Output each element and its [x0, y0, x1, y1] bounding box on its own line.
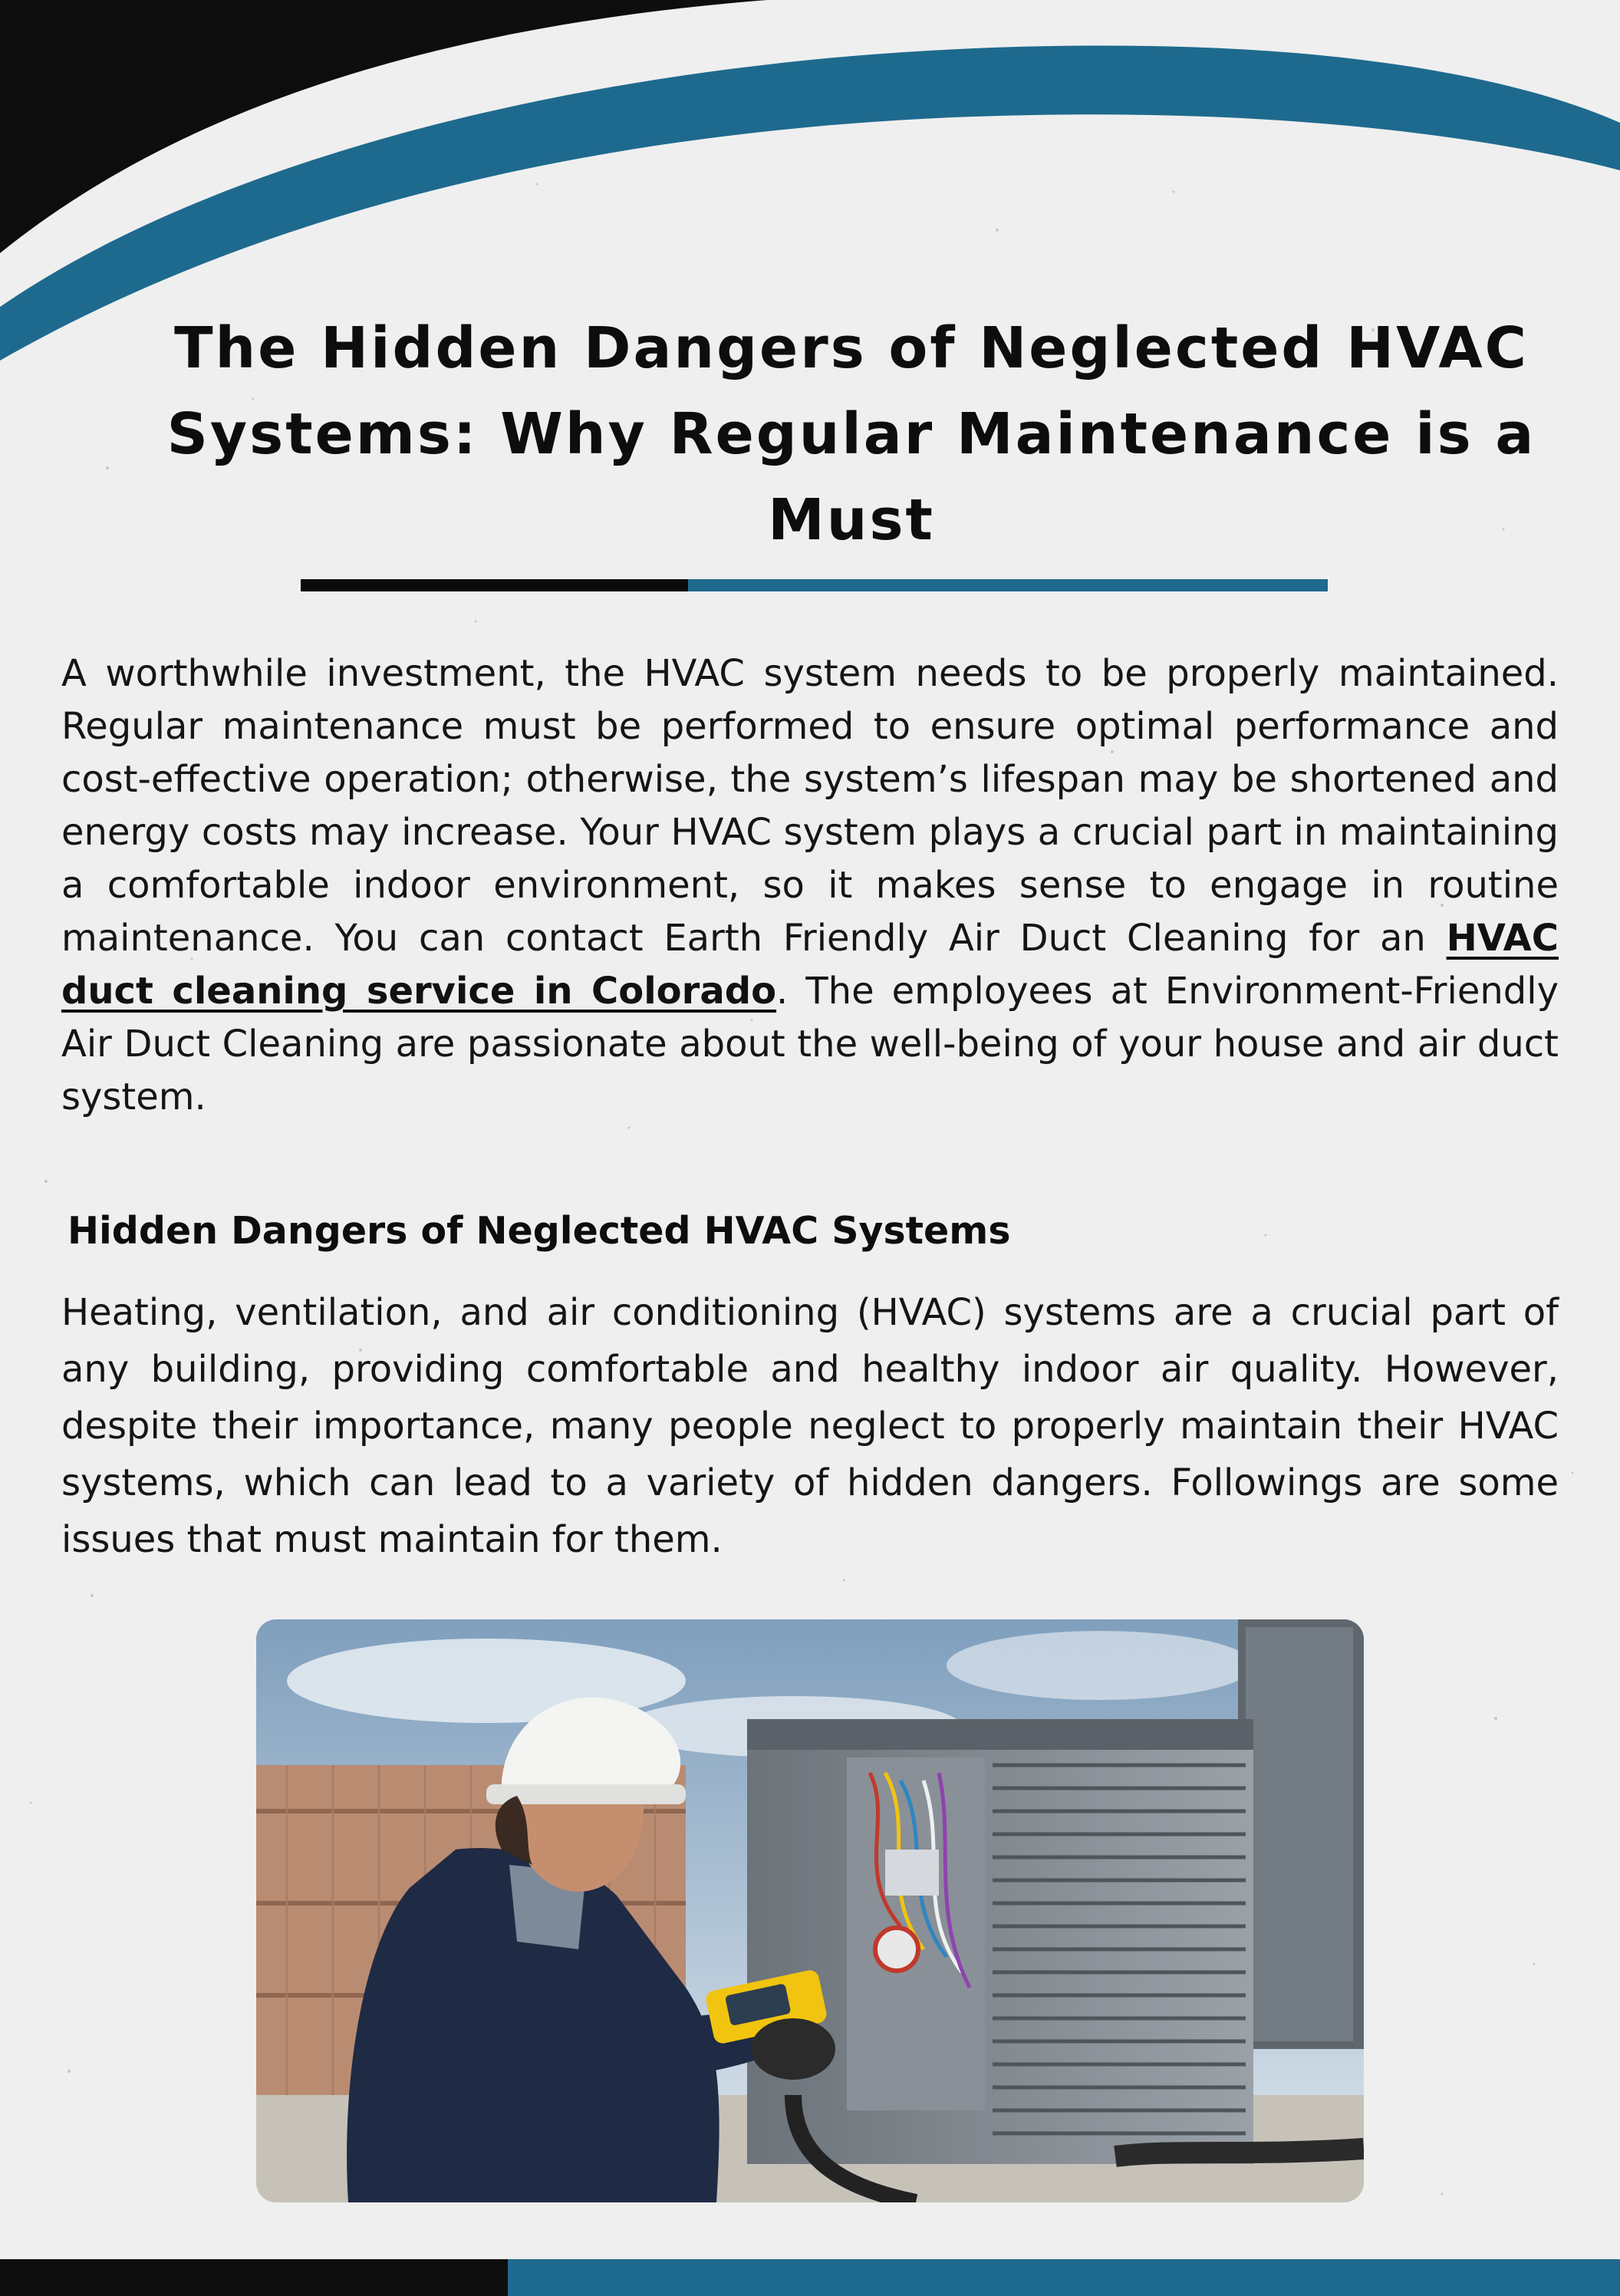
section-body-paragraph: Heating, ventilation, and air conditioning (HVAC) systems are a crucial part of any building, providing comfortable and healthy indoor air quality. However, despite their importance, many people neglect to properly maintain their HVAC systems, which can lead to a variety of hidden dangers. Followings are some issues that must maintain for them.	[61, 1291, 1559, 1561]
footer-bar-blue	[508, 2259, 1620, 2296]
hvac-technician-illustration	[256, 1619, 1364, 2202]
title-divider-blue	[688, 579, 1328, 591]
intro-paragraph	[61, 647, 1559, 1124]
footer-bar-dark	[0, 2259, 508, 2296]
hvac-technician-photo	[256, 1619, 1364, 2202]
document-title: The Hidden Dangers of Neglected HVAC Systems: Why Regular Maintenance is a Must	[166, 315, 1536, 553]
intro-text-end: . The employees at Environment-Friendly Air Duct Cleaning are passionate about the well-being of your house and air duct system.	[61, 970, 1559, 1118]
hvac-duct-cleaning-link[interactable]: HVAC duct cleaning service in Colorado	[61, 917, 1559, 1013]
section-heading: Hidden Dangers of Neglected HVAC Systems	[68, 1209, 1011, 1253]
title-divider-dark	[301, 579, 688, 591]
intro-text-start: A worthwhile investment, the HVAC system needs to be properly maintained. Regular maintenance must be performed to ensure optimal performance and cost-effective operation; otherwise, the system’s lifespan may be shortened and energy costs may increase. Your HVAC system plays a crucial part in maintaining a comfortable indoor environment, so it makes sense to engage in routine maintenance. You can contact Earth Friendly Air Duct Cleaning for an	[61, 652, 1559, 960]
